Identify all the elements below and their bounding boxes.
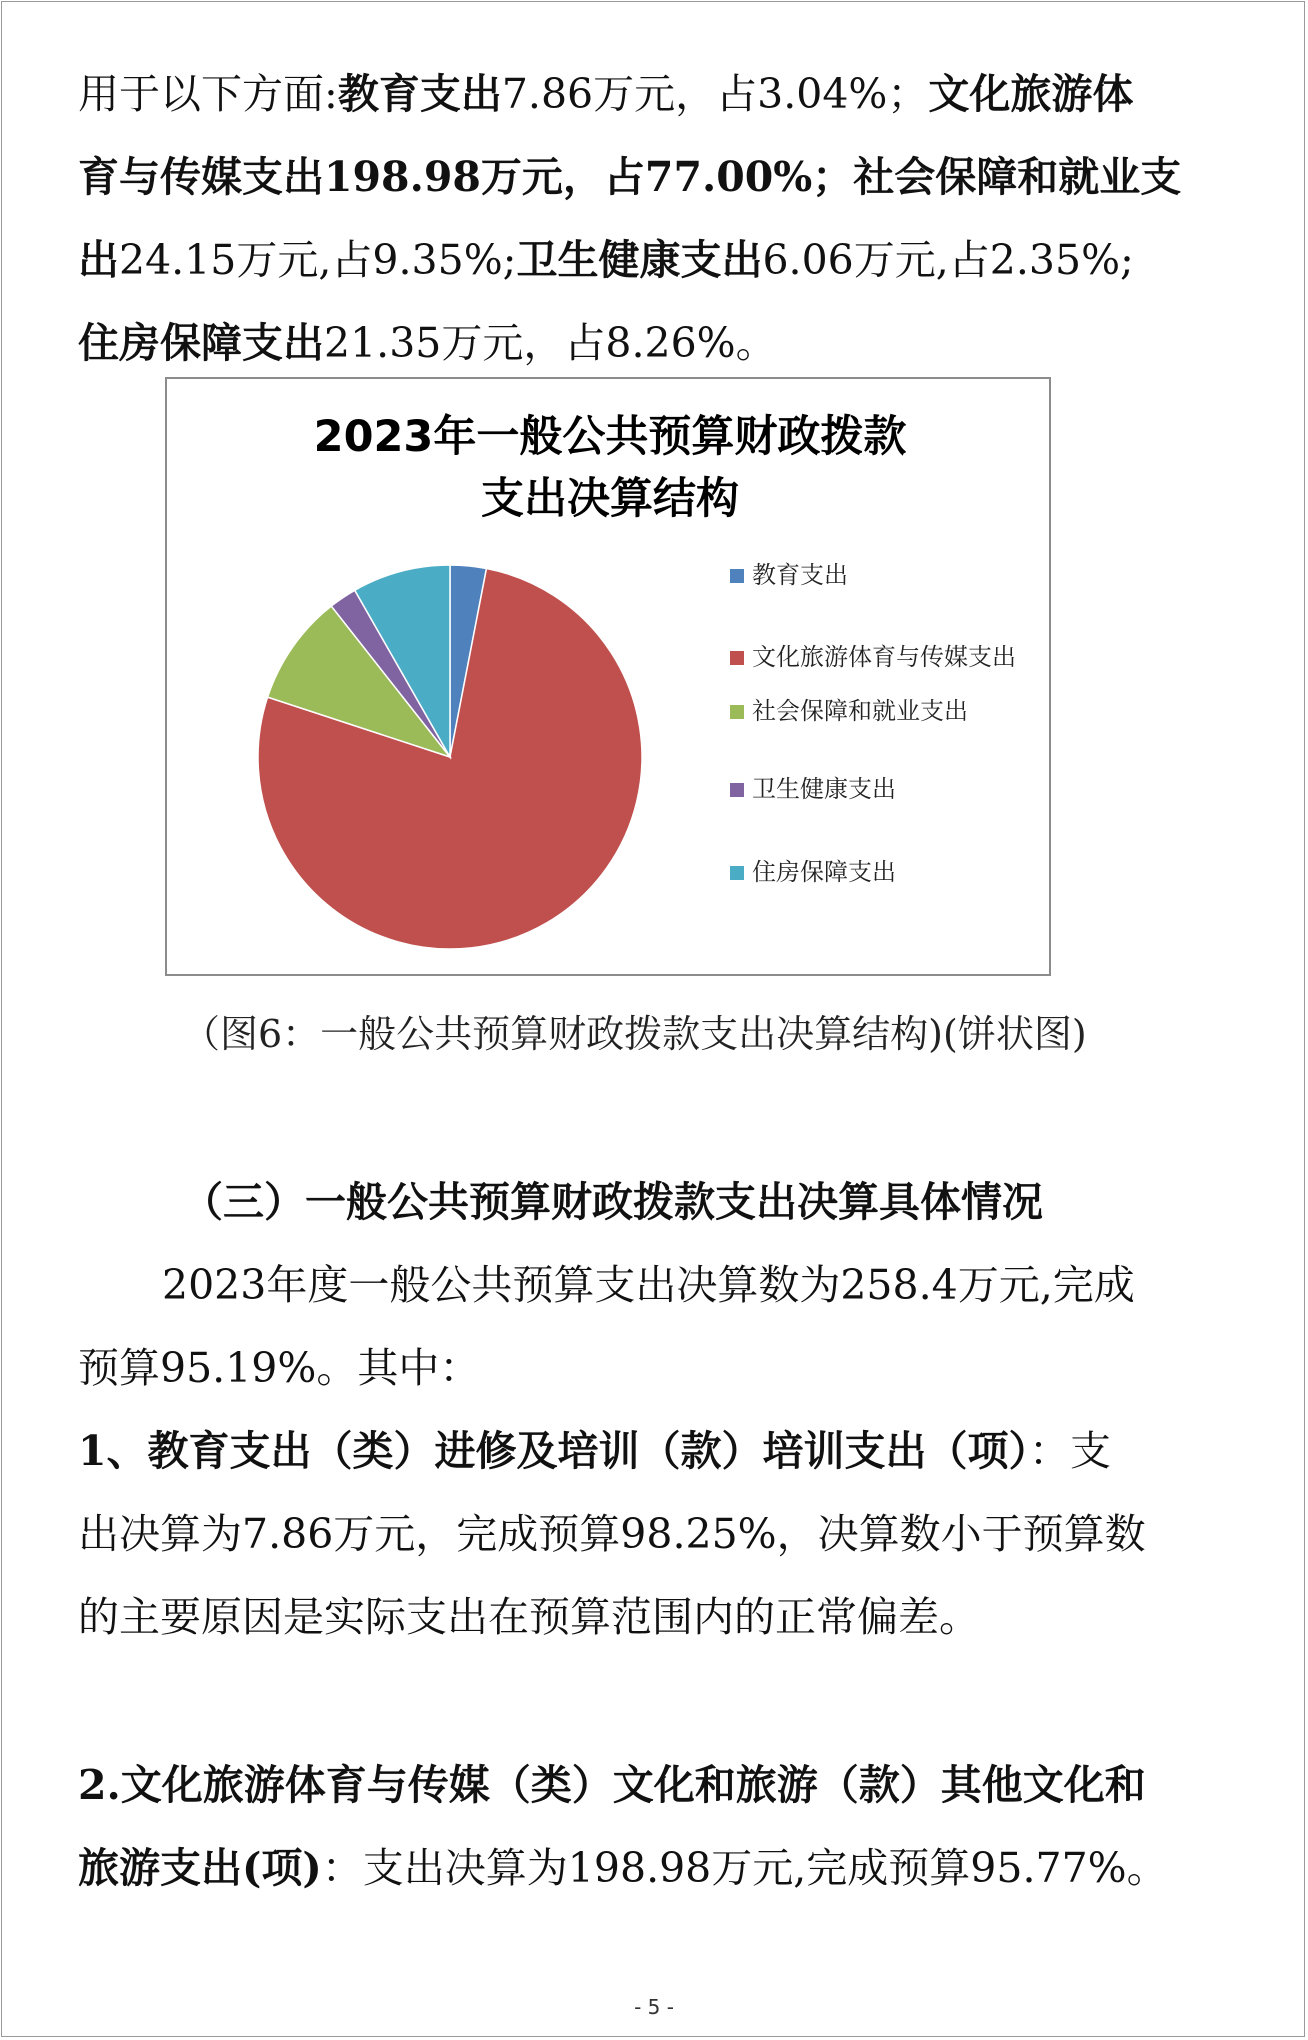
section-heading: （三）一般公共预算财政拨款支出决算具体情况 bbox=[182, 1178, 1043, 1226]
intro-text: 21.35万元，占8.26%。 bbox=[324, 319, 777, 367]
legend-item-5 bbox=[752, 856, 1022, 888]
legend-swatch bbox=[730, 866, 744, 880]
section-paragraph-line-1: 2023年度一般公共预算支出决算数为258.4万元,完成 bbox=[162, 1261, 1135, 1309]
legend-item-4 bbox=[752, 773, 1022, 805]
item2-heading: 旅游支出(项) bbox=[78, 1844, 322, 1892]
chart-title-line-2: 支出决算结构 bbox=[481, 474, 739, 524]
figure-caption: （图6：一般公共预算财政拨款支出决算结构)(饼状图) bbox=[182, 1012, 1087, 1056]
intro-text-bold: 卫生健康支出 bbox=[516, 236, 763, 284]
item1-line-1 bbox=[78, 1427, 1111, 1475]
chart-title-line-1: 2023年一般公共预算财政拨款 bbox=[313, 412, 907, 462]
intro-text-bold: 文化旅游体 bbox=[928, 70, 1134, 118]
intro-line-3 bbox=[78, 236, 1134, 284]
intro-text: 24.15万元,占9.35%; bbox=[119, 236, 517, 284]
item1-line-2: 出决算为7.86万元，完成预算98.25%，决算数小于预算数 bbox=[78, 1510, 1146, 1558]
intro-text: 7.86万元，占3.04%； bbox=[501, 70, 929, 118]
page-number: - 5 - bbox=[634, 1995, 674, 2019]
item2-text: ：支出决算为198.98万元,完成预算95.77%。 bbox=[321, 1844, 1168, 1892]
item1-line-3: 的主要原因是实际支出在预算范围内的正常偏差。 bbox=[78, 1593, 980, 1641]
legend-label: 社会保障和就业支出 bbox=[752, 697, 968, 725]
intro-text: 用于以下方面: bbox=[78, 70, 338, 118]
item1-text: ：支 bbox=[1029, 1427, 1112, 1475]
intro-line-2 bbox=[78, 153, 1181, 201]
intro-line-4 bbox=[78, 319, 777, 367]
intro-text-bold: 出 bbox=[78, 236, 119, 284]
section-paragraph-line-2: 预算95.19%。其中： bbox=[78, 1344, 481, 1392]
intro-line-1 bbox=[78, 70, 1133, 118]
legend-item-2 bbox=[752, 641, 1022, 673]
legend-label: 教育支出 bbox=[752, 561, 848, 589]
legend-swatch bbox=[730, 651, 744, 665]
item2-line-1: 2.文化旅游体育与传媒（类）文化和旅游（款）其他文化和 bbox=[78, 1761, 1146, 1809]
intro-text: 6.06万元,占2.35%; bbox=[762, 236, 1134, 284]
legend-swatch bbox=[730, 783, 744, 797]
legend-swatch bbox=[730, 569, 744, 583]
intro-text-bold: 教育支出 bbox=[337, 70, 502, 118]
item1-heading: 1、教育支出（类）进修及培训（款）培训支出（项） bbox=[78, 1427, 1030, 1475]
legend-item-3 bbox=[752, 695, 1022, 727]
item2-line-2 bbox=[78, 1844, 1168, 1892]
intro-text-bold: 住房保障支出 bbox=[78, 319, 324, 367]
legend-swatch bbox=[730, 705, 744, 719]
pie-chart bbox=[165, 377, 1051, 976]
legend-item-1 bbox=[752, 559, 1022, 591]
legend-label: 住房保障支出 bbox=[752, 858, 896, 886]
legend-label: 卫生健康支出 bbox=[752, 775, 896, 803]
intro-text-bold: 育与传媒支出198.98万元，占77.00%；社会保障和就业支 bbox=[78, 153, 1182, 201]
legend-label: 文化旅游体育与传媒支出 bbox=[752, 643, 1016, 671]
pie-svg bbox=[255, 562, 645, 952]
